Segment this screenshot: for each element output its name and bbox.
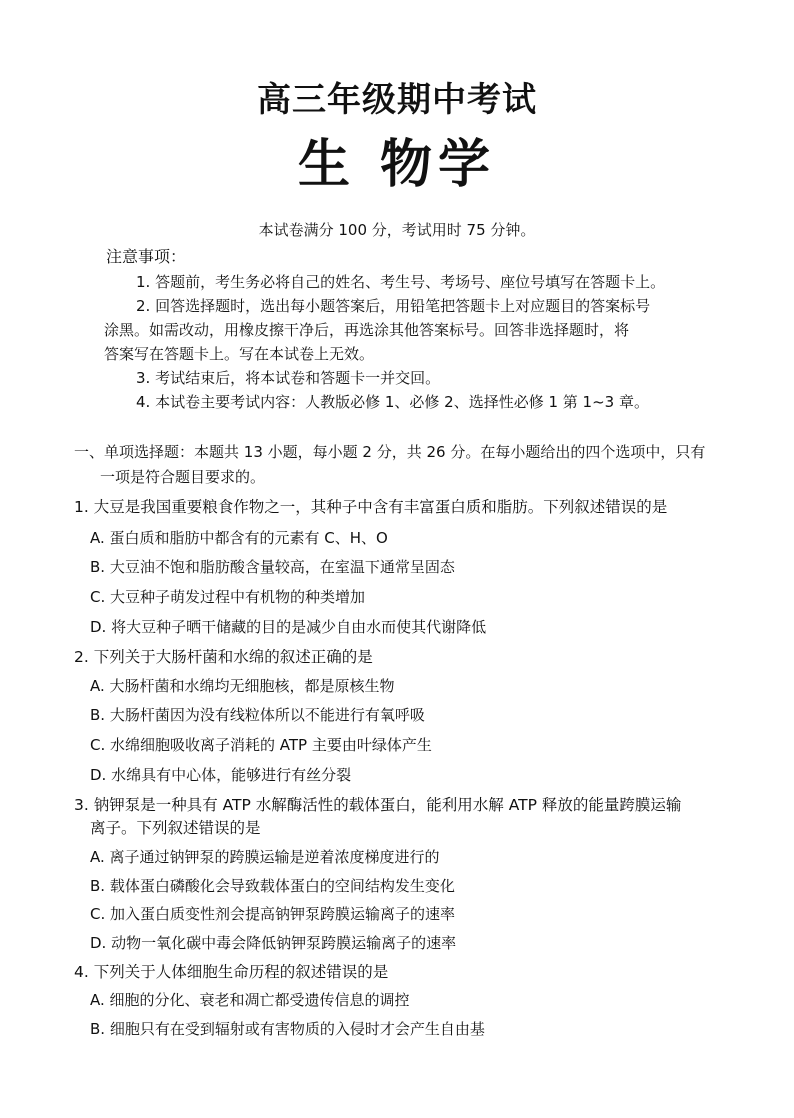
note-1: 1. 答题前，考生务必将自己的姓名、考生号、考场号、座位号填写在答题卡上。 — [136, 273, 666, 291]
section-1-heading: 一、单项选择题：本题共 13 小题，每小题 2 分，共 26 分。在每小题给出的四个选项中，只有 — [74, 443, 706, 461]
question-2-option-c: C. 水绵细胞吸收离子消耗的 ATP 主要由叶绿体产生 — [90, 736, 432, 754]
question-3-option-d: D. 动物一氧化碳中毒会降低钠钾泵跨膜运输离子的速率 — [90, 934, 457, 952]
question-2-option-b: B. 大肠杆菌因为没有线粒体所以不能进行有氧呼吸 — [90, 706, 425, 724]
score-time-info: 本试卷满分 100 分，考试用时 75 分钟。 — [258, 221, 536, 239]
section-1-heading-cont: 一项是符合题目要求的。 — [100, 468, 266, 486]
question-1-option-d: D. 将大豆种子晒干储藏的目的是减少自由水而使其代谢降低 — [90, 618, 487, 636]
question-4-option-b: B. 细胞只有在受到辐射或有害物质的入侵时才会产生自由基 — [90, 1020, 485, 1038]
note-4: 4. 本试卷主要考试内容：人教版必修 1、必修 2、选择性必修 1 第 1~3 章。 — [136, 393, 649, 411]
note-2-cont-a: 涂黑。如需改动，用橡皮擦干净后，再选涂其他答案标号。回答非选择题时，将 — [104, 321, 630, 339]
note-3: 3. 考试结束后，将本试卷和答题卡一并交回。 — [136, 369, 441, 387]
notice-label: 注意事项： — [106, 247, 187, 266]
question-3-stem: 3. 钠钾泵是一种具有 ATP 水解酶活性的载体蛋白，能利用水解 ATP 释放的能量跨膜运输 — [74, 796, 682, 814]
note-2-cont-b: 答案写在答题卡上。写在本试卷上无效。 — [104, 345, 375, 363]
question-1-stem: 1. 大豆是我国重要粮食作物之一，其种子中含有丰富蛋白质和脂肪。下列叙述错误的是 — [74, 498, 668, 516]
question-1-option-c: C. 大豆种子萌发过程中有机物的种类增加 — [90, 588, 366, 606]
question-2-option-a: A. 大肠杆菌和水绵均无细胞核，都是原核生物 — [90, 677, 395, 695]
question-1-option-b: B. 大豆油不饱和脂肪酸含量较高，在室温下通常呈固态 — [90, 558, 455, 576]
subject-title: 生 物学 — [297, 135, 497, 195]
question-1-option-a: A. 蛋白质和脂肪中都含有的元素有 C、H、O — [90, 529, 388, 547]
exam-title: 高三年级期中考试 — [257, 80, 537, 120]
question-4-stem: 4. 下列关于人体细胞生命历程的叙述错误的是 — [74, 963, 389, 981]
question-3-option-c: C. 加入蛋白质变性剂会提高钠钾泵跨膜运输离子的速率 — [90, 905, 456, 923]
question-4-option-a: A. 细胞的分化、衰老和凋亡都受遗传信息的调控 — [90, 991, 410, 1009]
note-2: 2. 回答选择题时，选出每小题答案后，用铅笔把答题卡上对应题目的答案标号 — [136, 297, 651, 315]
question-3-option-a: A. 离子通过钠钾泵的跨膜运输是逆着浓度梯度进行的 — [90, 848, 440, 866]
question-3-stem-cont: 离子。下列叙述错误的是 — [90, 819, 261, 837]
question-2-stem: 2. 下列关于大肠杆菌和水绵的叙述正确的是 — [74, 648, 373, 666]
question-2-option-d: D. 水绵具有中心体，能够进行有丝分裂 — [90, 766, 352, 784]
question-3-option-b: B. 载体蛋白磷酸化会导致载体蛋白的空间结构发生变化 — [90, 877, 455, 895]
